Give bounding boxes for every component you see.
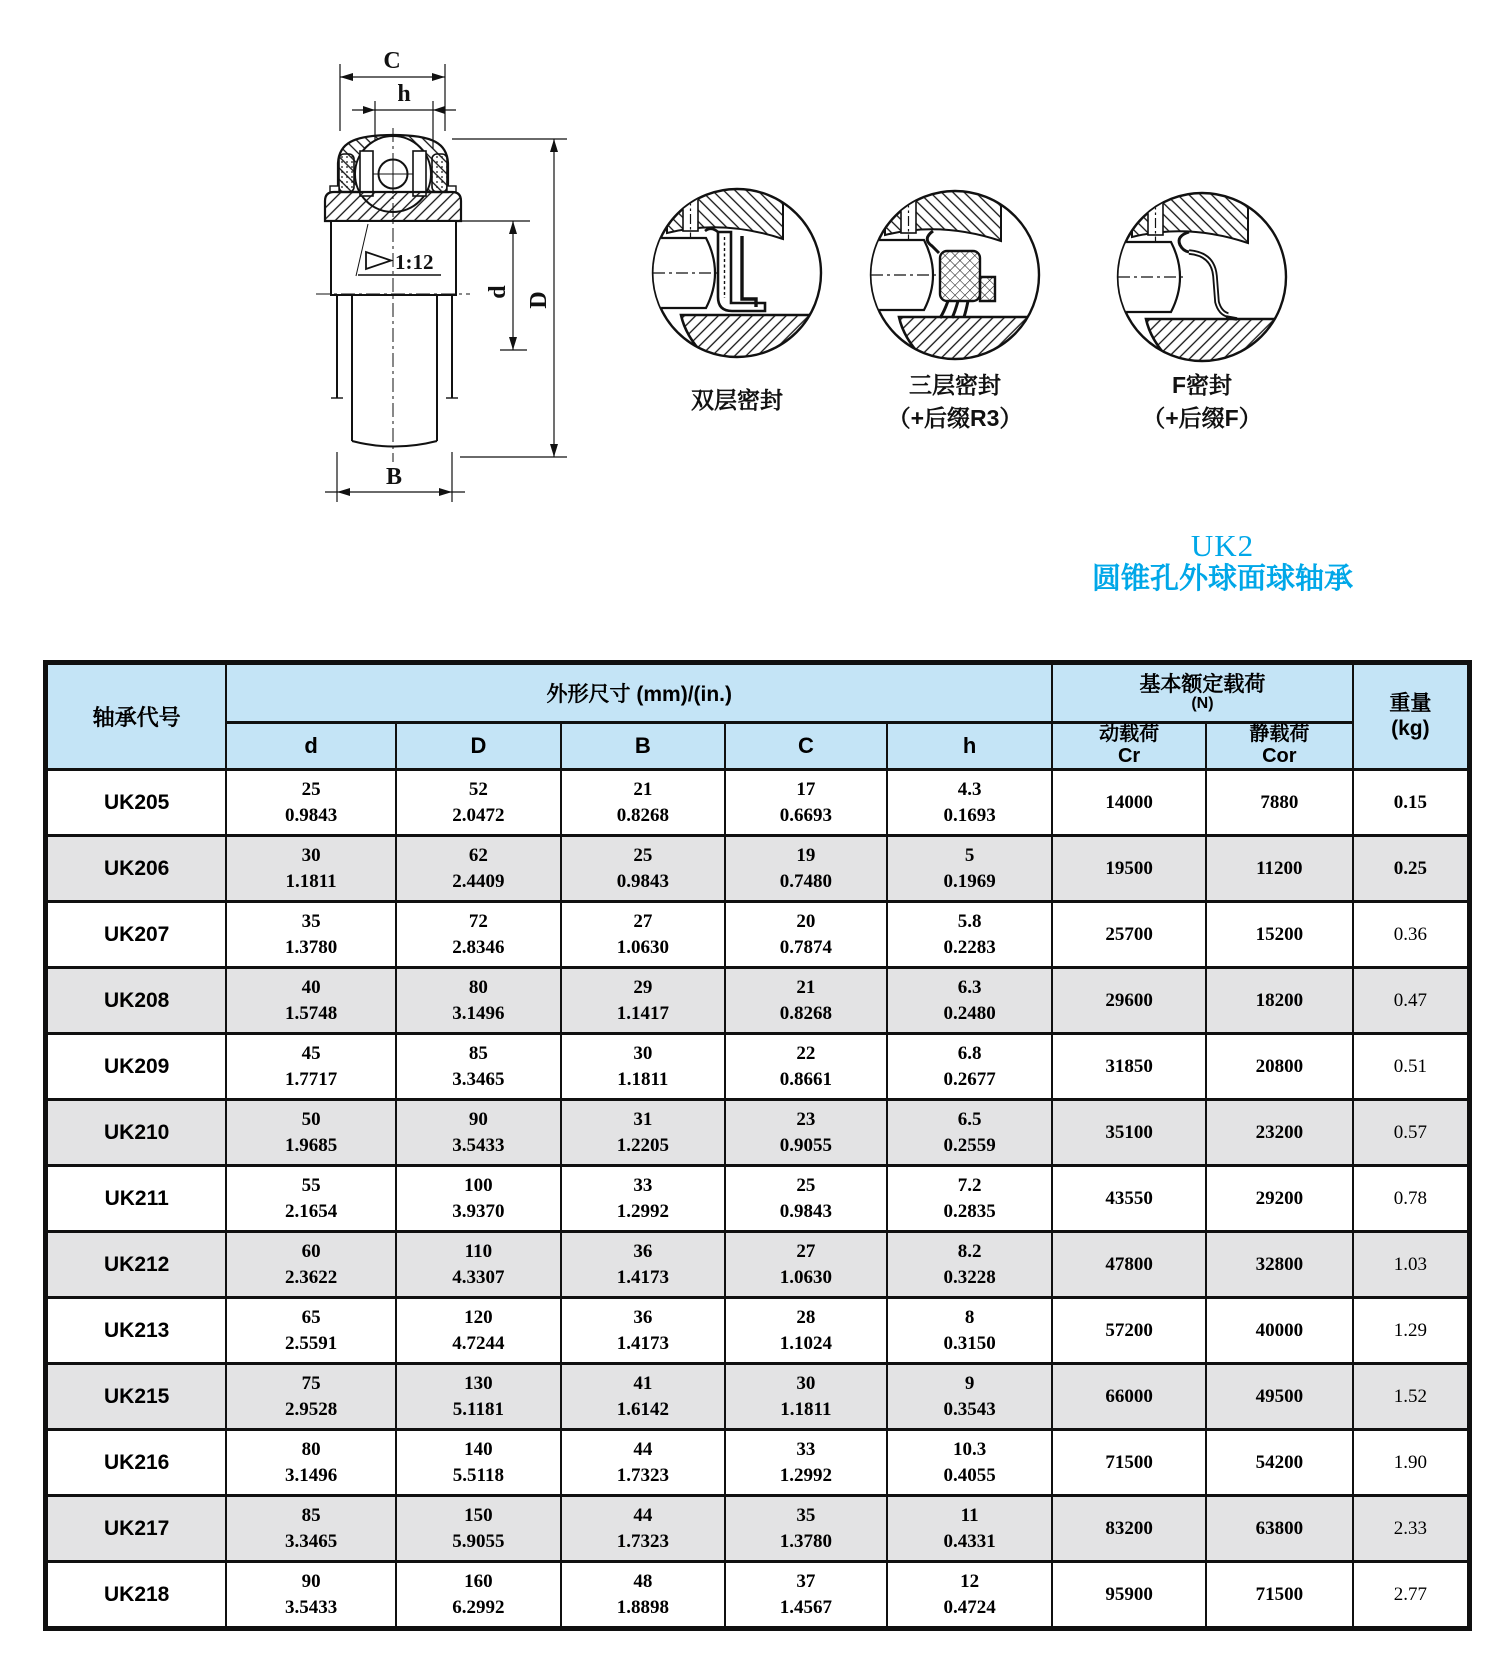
- cell-dim-C: 23 0.9055: [725, 1100, 887, 1166]
- cell-weight: 1.52: [1353, 1364, 1470, 1430]
- col-group-load: [1052, 663, 1352, 723]
- col-header-B: B: [561, 723, 725, 770]
- cell-dynamic-load: 19500: [1052, 836, 1206, 902]
- table-row: [46, 770, 1470, 836]
- cell-dim-C: 22 0.8661: [725, 1034, 887, 1100]
- cell-dim-d: 50 1.9685: [226, 1100, 395, 1166]
- table-row: [46, 1298, 1470, 1364]
- series-name: 圆锥孔外球面球轴承: [1091, 563, 1353, 595]
- load-group-label: 基本额定载荷: [1139, 673, 1266, 697]
- cell-dynamic-load: 47800: [1052, 1232, 1206, 1298]
- table-row: [46, 1100, 1470, 1166]
- cell-dim-B: 21 0.8268: [561, 770, 725, 836]
- cell-dynamic-load: 71500: [1052, 1430, 1206, 1496]
- cell-dim-B: 48 1.8898: [561, 1562, 725, 1629]
- dim-label-D: D: [526, 291, 552, 309]
- cell-dim-h: 9 0.3543: [887, 1364, 1052, 1430]
- cell-dim-B: 25 0.9843: [561, 836, 725, 902]
- cell-dynamic-load: 35100: [1052, 1100, 1206, 1166]
- table-row: [46, 1496, 1470, 1562]
- col-header-D: D: [396, 723, 561, 770]
- cell-weight: 0.47: [1353, 968, 1470, 1034]
- col-header-bearing-code: 轴承代号: [46, 663, 227, 770]
- cell-dim-d: 25 0.9843: [226, 770, 395, 836]
- seal-suffix: （+后缀F）: [1142, 405, 1262, 431]
- cell-weight: 0.25: [1353, 836, 1470, 902]
- cell-static-load: 11200: [1206, 836, 1353, 902]
- static-load-label: 静载荷: [1249, 723, 1310, 746]
- cell-weight: 0.57: [1353, 1100, 1470, 1166]
- cell-bearing-code: UK215: [46, 1364, 227, 1430]
- cell-dim-h: 7.2 0.2835: [887, 1166, 1052, 1232]
- dim-label-B: B: [385, 464, 403, 490]
- cell-dim-D: 85 3.3465: [396, 1034, 561, 1100]
- cell-static-load: 7880: [1206, 770, 1353, 836]
- col-header-static-load: [1206, 723, 1353, 770]
- col-header-weight: [1353, 663, 1470, 770]
- static-load-symbol: Cor: [1262, 745, 1297, 767]
- cell-weight: 2.77: [1353, 1562, 1470, 1629]
- cell-dim-B: 30 1.1811: [561, 1034, 725, 1100]
- cell-static-load: 63800: [1206, 1496, 1353, 1562]
- cell-dynamic-load: 31850: [1052, 1034, 1206, 1100]
- cell-dim-D: 120 4.7244: [396, 1298, 561, 1364]
- seal-name: F密封: [1171, 372, 1233, 398]
- cell-bearing-code: UK211: [46, 1166, 227, 1232]
- cell-dim-C: 30 1.1811: [725, 1364, 887, 1430]
- dim-label-C: C: [383, 48, 401, 74]
- f-seal-diagram: [1110, 181, 1298, 373]
- col-header-d: d: [226, 723, 395, 770]
- triple-lip-seal-diagram: [863, 180, 1051, 371]
- cell-dim-B: 41 1.6142: [561, 1364, 725, 1430]
- dynamic-load-label: 动载荷: [1099, 723, 1160, 746]
- weight-label: 重量: [1389, 692, 1432, 716]
- cell-weight: 1.90: [1353, 1430, 1470, 1496]
- cell-bearing-code: UK216: [46, 1430, 227, 1496]
- cell-static-load: 18200: [1206, 968, 1353, 1034]
- cell-dim-D: 72 2.8346: [396, 902, 561, 968]
- cell-static-load: 29200: [1206, 1166, 1353, 1232]
- seal-name: 双层密封: [691, 387, 783, 413]
- cell-static-load: 54200: [1206, 1430, 1353, 1496]
- cell-dim-B: 29 1.1417: [561, 968, 725, 1034]
- cell-weight: 0.51: [1353, 1034, 1470, 1100]
- cell-bearing-code: UK213: [46, 1298, 227, 1364]
- cell-dim-d: 60 2.3622: [226, 1232, 395, 1298]
- cell-dim-D: 130 5.1181: [396, 1364, 561, 1430]
- cell-static-load: 49500: [1206, 1364, 1353, 1430]
- cell-dim-h: 6.3 0.2480: [887, 968, 1052, 1034]
- cell-weight: 0.36: [1353, 902, 1470, 968]
- cell-bearing-code: UK217: [46, 1496, 227, 1562]
- cell-dim-d: 55 2.1654: [226, 1166, 395, 1232]
- cell-dim-h: 4.3 0.1693: [887, 770, 1052, 836]
- cell-dim-d: 75 2.9528: [226, 1364, 395, 1430]
- cell-dim-h: 11 0.4331: [887, 1496, 1052, 1562]
- cell-bearing-code: UK210: [46, 1100, 227, 1166]
- cell-dim-h: 5 0.1969: [887, 836, 1052, 902]
- dim-label-h: h: [397, 81, 411, 107]
- inner-ring-section-right: [413, 151, 426, 196]
- cell-weight: 1.29: [1353, 1298, 1470, 1364]
- cell-dim-C: 20 0.7874: [725, 902, 887, 968]
- cell-dim-d: 45 1.7717: [226, 1034, 395, 1100]
- cell-static-load: 23200: [1206, 1100, 1353, 1166]
- cell-dim-d: 35 1.3780: [226, 902, 395, 968]
- cell-bearing-code: UK212: [46, 1232, 227, 1298]
- cell-dim-D: 110 4.3307: [396, 1232, 561, 1298]
- cell-dim-D: 80 3.1496: [396, 968, 561, 1034]
- seal-name: 三层密封: [909, 372, 1001, 398]
- dimension-C: [340, 48, 445, 131]
- cell-dim-D: 100 3.9370: [396, 1166, 561, 1232]
- table-row: [46, 902, 1470, 968]
- cell-dim-h: 6.8 0.2677: [887, 1034, 1052, 1100]
- cell-dynamic-load: 95900: [1052, 1562, 1206, 1629]
- cell-dim-D: 90 3.5433: [396, 1100, 561, 1166]
- cell-dim-C: 35 1.3780: [725, 1496, 887, 1562]
- cell-dim-D: 150 5.9055: [396, 1496, 561, 1562]
- spec-table: [43, 660, 1472, 1631]
- cell-bearing-code: UK206: [46, 836, 227, 902]
- col-header-h: h: [887, 723, 1052, 770]
- weight-unit-label: (kg): [1391, 716, 1430, 740]
- cell-static-load: 20800: [1206, 1034, 1353, 1100]
- cell-weight: 2.33: [1353, 1496, 1470, 1562]
- cell-dim-C: 28 1.1024: [725, 1298, 887, 1364]
- cell-dim-C: 27 1.0630: [725, 1232, 887, 1298]
- cell-static-load: 15200: [1206, 902, 1353, 968]
- cell-bearing-code: UK209: [46, 1034, 227, 1100]
- cell-dim-h: 10.3 0.4055: [887, 1430, 1052, 1496]
- cell-dynamic-load: 14000: [1052, 770, 1206, 836]
- cell-dim-D: 140 5.5118: [396, 1430, 561, 1496]
- series-code: UK2: [1190, 528, 1255, 563]
- cell-dim-d: 40 1.5748: [226, 968, 395, 1034]
- seal-right: [432, 154, 447, 192]
- inner-ring-section-left: [360, 151, 373, 196]
- cell-dim-d: 80 3.1496: [226, 1430, 395, 1496]
- col-header-dynamic-load: [1052, 723, 1206, 770]
- cell-bearing-code: UK218: [46, 1562, 227, 1629]
- col-header-C: C: [725, 723, 887, 770]
- table-body: [46, 770, 1470, 1629]
- table-row: [46, 1562, 1470, 1629]
- cell-dim-C: 17 0.6693: [725, 770, 887, 836]
- table-row: [46, 836, 1470, 902]
- cell-bearing-code: UK208: [46, 968, 227, 1034]
- cell-dim-B: 36 1.4173: [561, 1232, 725, 1298]
- seal-detail-drawings: [630, 180, 1310, 380]
- dynamic-load-symbol: Cr: [1117, 745, 1141, 767]
- cell-dynamic-load: 57200: [1052, 1298, 1206, 1364]
- cell-weight: 0.78: [1353, 1166, 1470, 1232]
- cell-dynamic-load: 66000: [1052, 1364, 1206, 1430]
- cell-dim-D: 52 2.0472: [396, 770, 561, 836]
- cell-dim-C: 25 0.9843: [725, 1166, 887, 1232]
- adapter-sleeve: [331, 295, 458, 447]
- cell-bearing-code: UK205: [46, 770, 227, 836]
- seal-left: [339, 154, 354, 192]
- taper-ratio-label: 1:12: [395, 250, 434, 274]
- cell-dim-h: 8 0.3150: [887, 1298, 1052, 1364]
- cell-dim-d: 85 3.3465: [226, 1496, 395, 1562]
- cell-static-load: 40000: [1206, 1298, 1353, 1364]
- table-row: [46, 1430, 1470, 1496]
- seal-suffix: （+后缀R3）: [887, 405, 1023, 431]
- cell-dim-B: 31 1.2205: [561, 1100, 725, 1166]
- load-unit-label: (N): [1191, 695, 1214, 713]
- cell-dim-h: 12 0.4724: [887, 1562, 1052, 1629]
- cell-dim-h: 5.8 0.2283: [887, 902, 1052, 968]
- cell-static-load: 71500: [1206, 1562, 1353, 1629]
- cell-dim-d: 90 3.5433: [226, 1562, 395, 1629]
- cell-dim-B: 36 1.4173: [561, 1298, 725, 1364]
- cell-dim-B: 44 1.7323: [561, 1430, 725, 1496]
- cell-dim-C: 19 0.7480: [725, 836, 887, 902]
- bearing-cross-section-drawing: [290, 35, 590, 515]
- table-row: [46, 1166, 1470, 1232]
- seal-label-f: [1102, 369, 1302, 435]
- cell-dim-B: 33 1.2992: [561, 1166, 725, 1232]
- cell-dim-B: 27 1.0630: [561, 902, 725, 968]
- col-group-dimensions: 外形尺寸 (mm)/(in.): [226, 663, 1052, 723]
- series-title-block: [1040, 529, 1405, 596]
- cell-dim-d: 30 1.1811: [226, 836, 395, 902]
- table-row: [46, 1034, 1470, 1100]
- cell-dim-D: 62 2.4409: [396, 836, 561, 902]
- cell-static-load: 32800: [1206, 1232, 1353, 1298]
- cell-dynamic-load: 83200: [1052, 1496, 1206, 1562]
- dimension-B: [325, 452, 465, 502]
- cell-dim-C: 33 1.2992: [725, 1430, 887, 1496]
- seal-label-double: [637, 384, 837, 417]
- cell-dynamic-load: 29600: [1052, 968, 1206, 1034]
- cell-dim-h: 8.2 0.3228: [887, 1232, 1052, 1298]
- cell-dim-d: 65 2.5591: [226, 1298, 395, 1364]
- seal-label-triple: [855, 369, 1055, 435]
- cell-dim-h: 6.5 0.2559: [887, 1100, 1052, 1166]
- cell-bearing-code: UK207: [46, 902, 227, 968]
- table-row: [46, 1232, 1470, 1298]
- table-row: [46, 968, 1470, 1034]
- double-lip-seal-diagram: [645, 180, 833, 369]
- cell-dim-C: 37 1.4567: [725, 1562, 887, 1629]
- dim-label-d: d: [485, 285, 511, 299]
- cell-dim-D: 160 6.2992: [396, 1562, 561, 1629]
- cell-dynamic-load: 25700: [1052, 902, 1206, 968]
- cell-weight: 0.15: [1353, 770, 1470, 836]
- cell-weight: 1.03: [1353, 1232, 1470, 1298]
- dimension-d: [458, 221, 530, 350]
- table-row: [46, 1364, 1470, 1430]
- cell-dim-C: 21 0.8268: [725, 968, 887, 1034]
- cell-dim-B: 44 1.7323: [561, 1496, 725, 1562]
- cell-dynamic-load: 43550: [1052, 1166, 1206, 1232]
